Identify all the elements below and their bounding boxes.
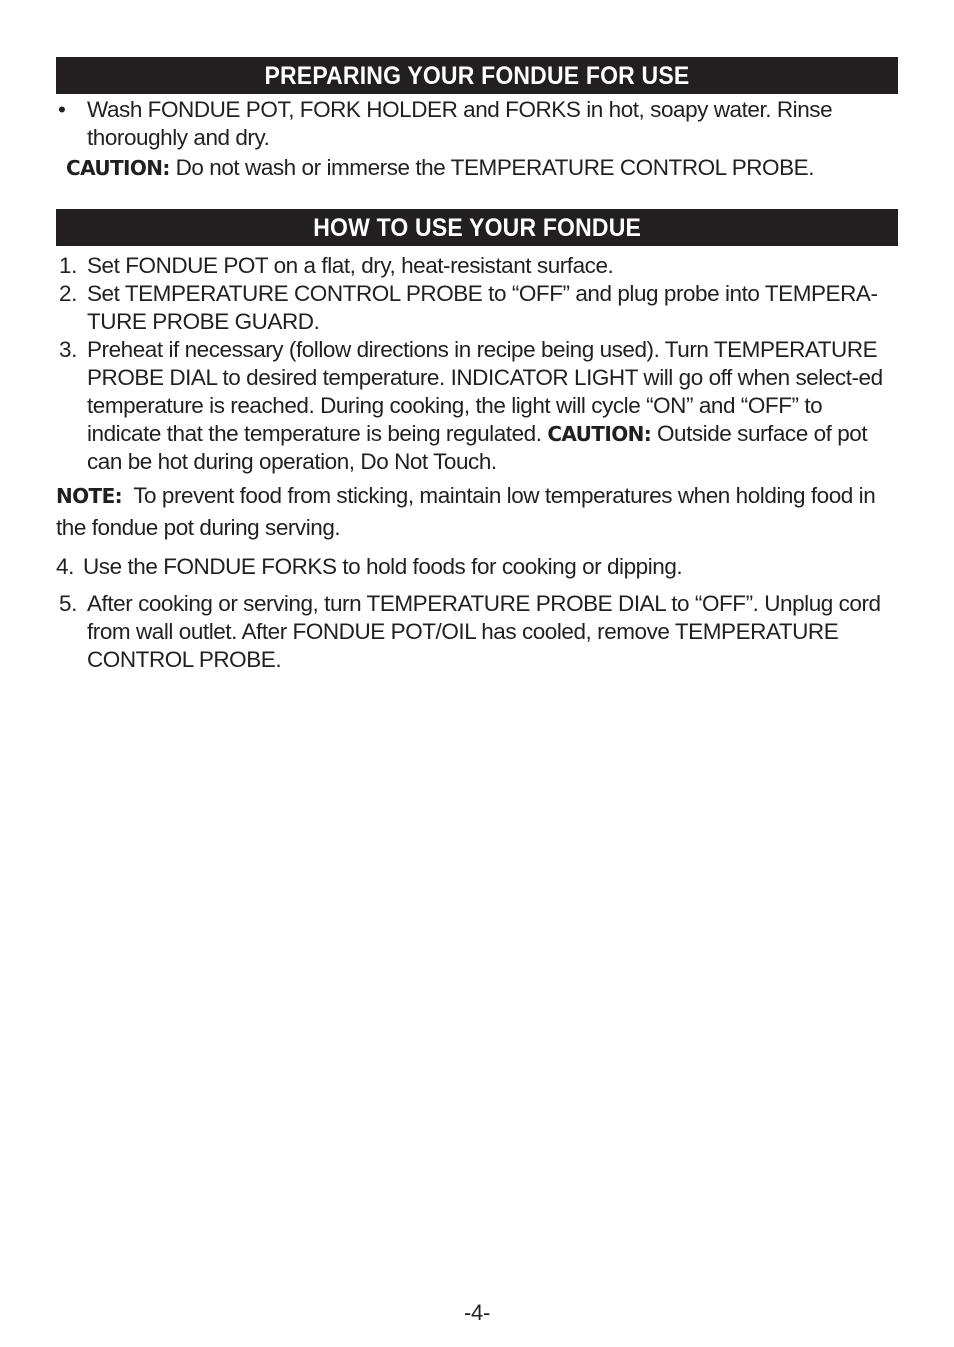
- step-number: 2.: [59, 281, 77, 306]
- caution-label: CAUTION:: [547, 422, 652, 446]
- note-label: NOTE:: [56, 484, 123, 508]
- step-number: 4.: [56, 554, 74, 579]
- section-heading-preparing: [56, 57, 898, 94]
- caution-wash-text: Do not wash or immerse the TEMPERATURE CONTROL PROBE.: [175, 155, 815, 180]
- step-number: 5.: [59, 591, 77, 616]
- step-2: [56, 280, 898, 336]
- step-text-wrapper: [87, 336, 898, 476]
- step-text: Use the FONDUE FORKS to hold foods for cooking or dipping.: [83, 554, 683, 579]
- section-heading-how-to-use-text: HOW TO USE YOUR FONDUE: [313, 214, 641, 242]
- step-text: Set FONDUE POT on a flat, dry, heat-resistant surface.: [87, 253, 614, 278]
- manual-page: [56, 57, 898, 674]
- note: [56, 480, 898, 544]
- step-text: After cooking or serving, turn TEMPERATURE PROBE DIAL to “OFF”. Unplug cord from wall outlet. After FONDUE POT/OIL has cooled, remove TEMPERATURE CONTROL PROBE.: [87, 591, 881, 672]
- step-5: [56, 590, 898, 674]
- section-heading-preparing-text: PREPARING YOUR FONDUE FOR USE: [264, 62, 690, 90]
- wash-instruction-text: Wash FONDUE POT, FORK HOLDER and FORKS in hot, soapy water. Rinse thoroughly and dry.: [87, 97, 833, 150]
- section-heading-how-to-use: [56, 209, 898, 246]
- bullet-icon: •: [58, 97, 66, 122]
- caution-label: CAUTION:: [66, 156, 170, 180]
- note-text: To prevent food from sticking, maintain low temperatures when holding food in the fondue pot during serving.: [56, 483, 876, 540]
- step-1: [56, 252, 898, 280]
- step-3: [56, 336, 898, 476]
- page-number: -4-: [464, 1300, 490, 1325]
- step-text: Preheat if necessary (follow directions in recipe being used). Turn TEMPERATURE PROBE DIAL to desired temperature. INDICATOR LIGHT will go off when select-ed temperature is reached. During cooking, the light will cycle “ON” and “OFF” to indicate that the temperature is being regulated.: [87, 337, 883, 446]
- caution-surface-text: Outside surface of pot can be hot during operation, Do Not Touch.: [87, 421, 868, 474]
- wash-instruction: [56, 96, 898, 152]
- step-number: 3.: [59, 337, 77, 362]
- step-text: Set TEMPERATURE CONTROL PROBE to “OFF” and plug probe into TEMPERA-TURE PROBE GUARD.: [87, 281, 878, 334]
- step-number: 1.: [59, 253, 77, 278]
- step-4: [56, 553, 898, 581]
- caution-wash: [56, 154, 898, 182]
